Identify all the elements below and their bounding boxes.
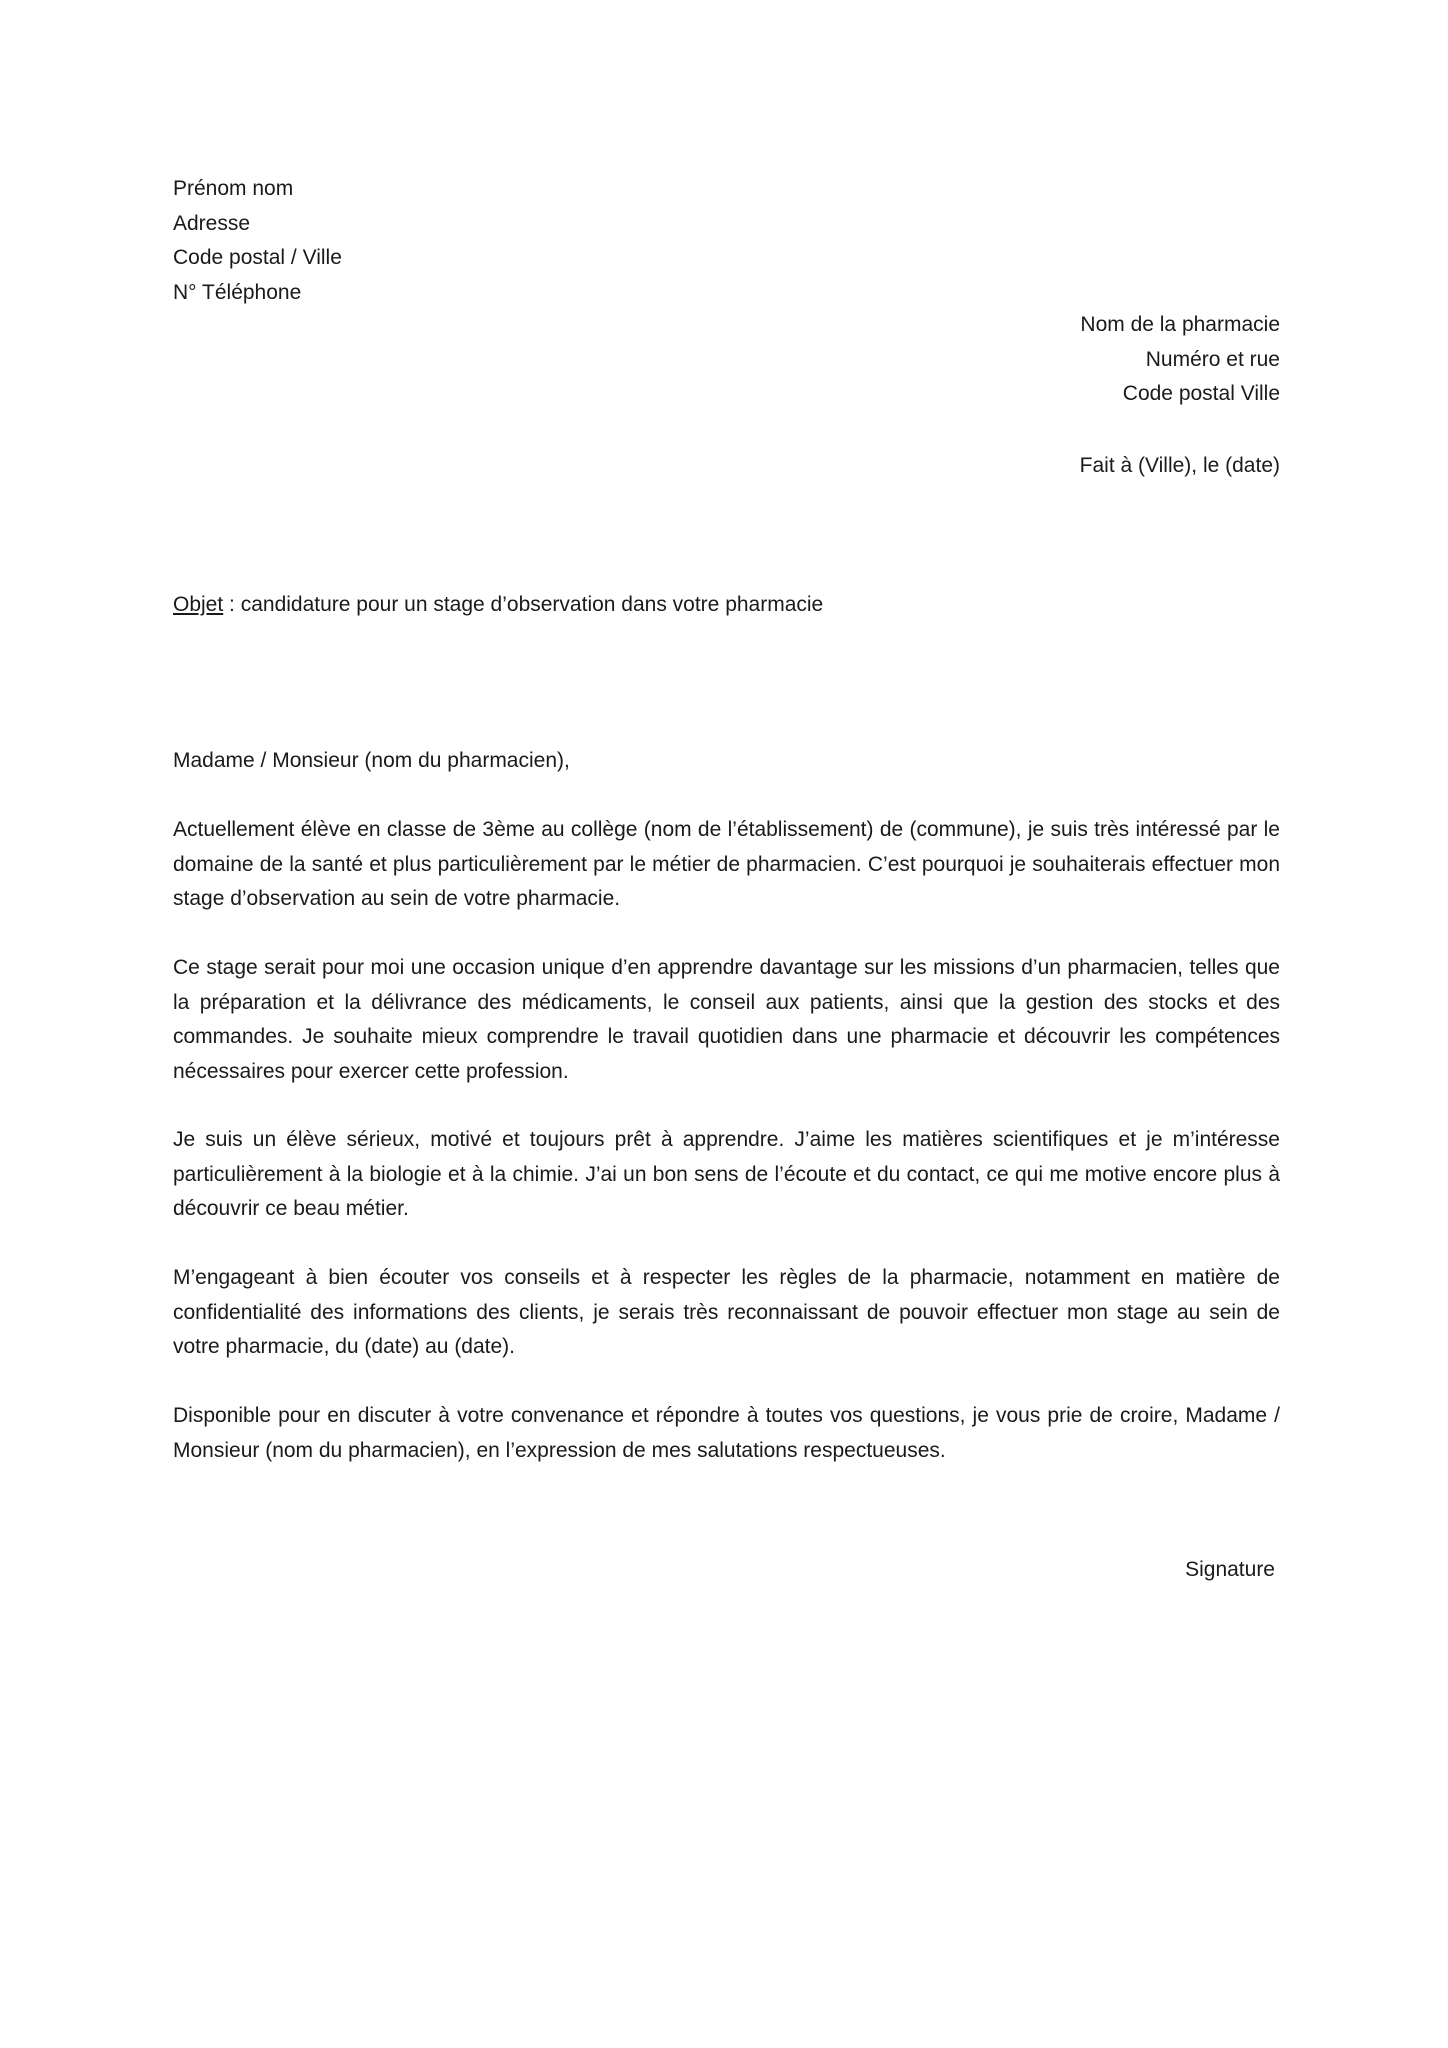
sender-name: Prénom nom: [173, 177, 294, 200]
recipient-name: Nom de la pharmacie: [1080, 313, 1280, 336]
sender-postal-city: Code postal / Ville: [173, 246, 342, 269]
subject-line: [173, 588, 823, 623]
place-date: Fait à (Ville), le (date): [1079, 454, 1280, 477]
sender-address-block: [173, 172, 342, 310]
subject-text: : candidature pour un stage d’observation dans votre pharmacie: [223, 593, 824, 616]
body-paragraph-5: Disponible pour en discuter à votre convenance et répondre à toutes vos questions, je vous prie de croire, Madame / Monsieur (nom du pharmacien), en l’expression de mes salutations respectueuses.: [173, 1404, 1280, 1462]
recipient-postal-city: Code postal Ville: [1122, 382, 1280, 405]
body-paragraph-1: Actuellement élève en classe de 3ème au collège (nom de l’établissement) de (commune), je suis très intéressé par le domaine de la santé et plus particulièrement par le métier de pharmacien. C’est pourquoi je souhaiterais effectuer mon stage d’observation au sein de votre pharmacie.: [173, 818, 1280, 910]
subject-label: Objet: [173, 593, 224, 616]
salutation: Madame / Monsieur (nom du pharmacien),: [173, 749, 570, 772]
body-paragraph-3: Je suis un élève sérieux, motivé et toujours prêt à apprendre. J’aime les matières scientifiques et je m’intéresse particulièrement à la biologie et à la chimie. J’ai un bon sens de l’écoute et du contact, ce qui me motive encore plus à découvrir ce beau métier.: [173, 1128, 1280, 1220]
recipient-address-block: [1080, 308, 1280, 412]
sender-address: Adresse: [173, 211, 251, 235]
body-paragraph-4: M’engageant à bien écouter vos conseils et à respecter les règles de la pharmacie, notamment en matière de confidentialité des informations des clients, je serais très reconnaissant de pouvoir effectuer mon stage au sein de votre pharmacie, du (date) au (date).: [173, 1266, 1280, 1358]
signature: Signature: [1185, 1558, 1275, 1581]
sender-phone: N° Téléphone: [173, 280, 302, 304]
recipient-street: Numéro et rue: [1145, 347, 1280, 371]
body-paragraph-2: Ce stage serait pour moi une occasion unique d’en apprendre davantage sur les missions d’un pharmacien, telles que la préparation et la délivrance des médicaments, le conseil aux patients, ainsi que la gestion des stocks et des commandes. Je souhaite mieux comprendre le travail quotidien dans une pharmacie et découvrir les compétences nécessaires pour exercer cette profession.: [173, 956, 1280, 1083]
